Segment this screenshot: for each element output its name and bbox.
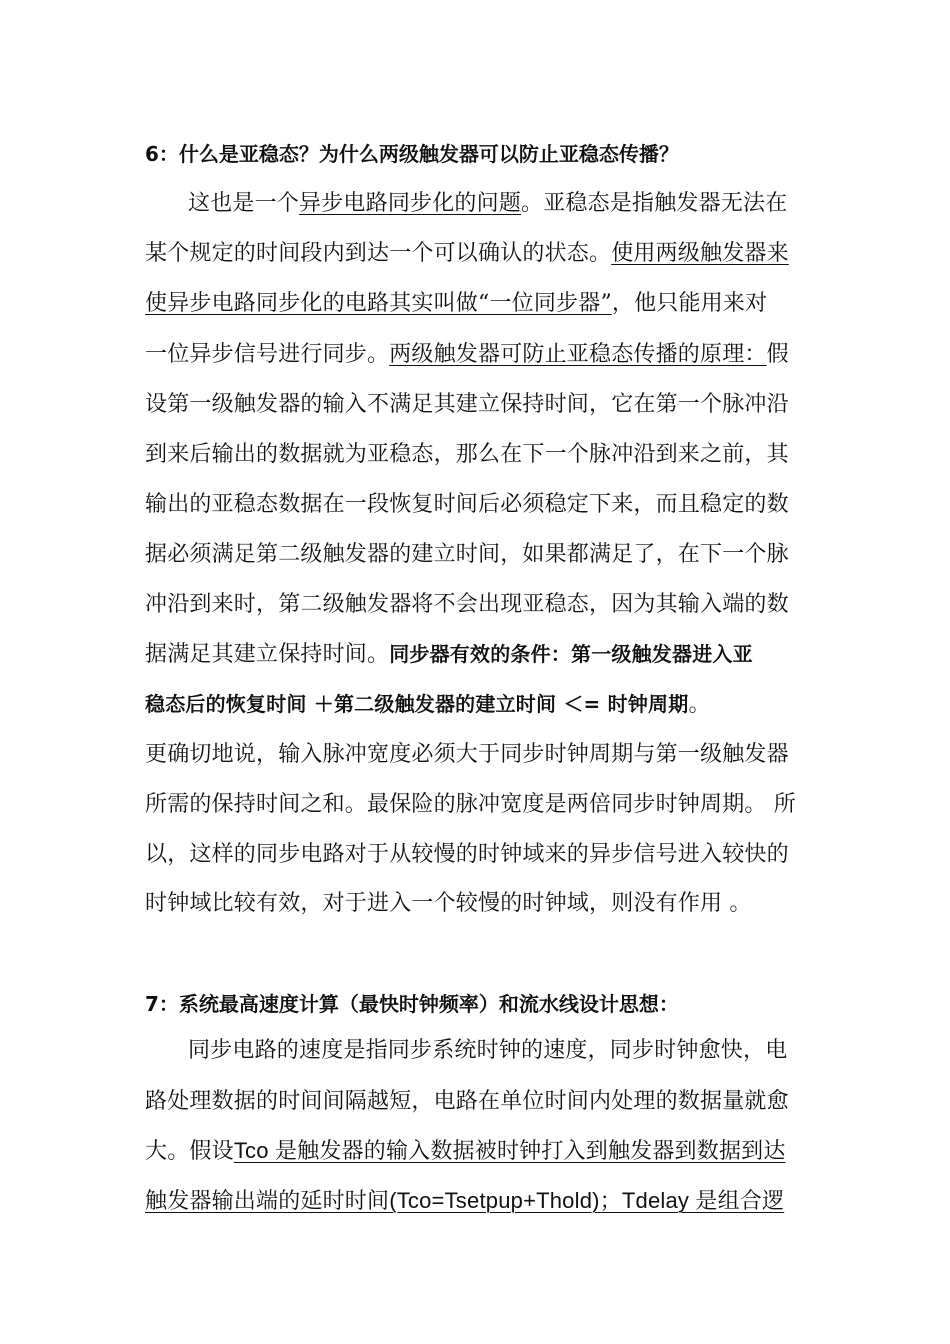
paragraph-line [145, 236, 789, 267]
text-run: 大。假设 [145, 1139, 234, 1164]
underlined-text: 异步电路同步化的问题 [299, 191, 522, 216]
paragraph-line: 设第一级触发器的输入不满足其建立保持时间，它在第一个脉冲沿 [145, 392, 789, 417]
paragraph-line: 冲沿到来时，第二级触发器将不会出现亚稳态，因为其输入端的数 [145, 592, 789, 617]
text-run: 这也是一个 [188, 191, 300, 216]
text-run: 某个规定的时间段内到达一个可以确认的状态。 [145, 241, 612, 266]
paragraph-line: 据必须满足第二级触发器的建立时间，如果都满足了，在下一个脉 [145, 542, 789, 567]
bold-text: 稳态后的恢复时间 ＋第二级触发器的建立时间 ＜= 时钟周期 [145, 692, 689, 716]
paragraph-line [145, 637, 753, 668]
underlined-text: 使用两级触发器来 [611, 241, 789, 266]
paragraph-line: 以，这样的同步电路对于从较慢的时钟域来的异步信号进入较快的 [145, 842, 789, 867]
paragraph-line [188, 186, 787, 217]
paragraph-line: 到来后输出的数据就为亚稳态，那么在下一个脉冲沿到来之前，其 [145, 442, 789, 467]
underlined-text: 两级触发器可防止亚稳态传播的原理： [389, 342, 767, 367]
text-run: 一位异步信号进行同步。 [145, 342, 390, 367]
text-run: ，他只能用来对 [611, 291, 768, 316]
paragraph-line: 路处理数据的时间间隔越短，电路在单位时间内处理的数据量就愈 [145, 1089, 789, 1114]
text-run: 。亚稳态是指触发器无法在 [521, 191, 788, 216]
paragraph-line: 触发器输出端的延时时间(Tco=Tsetpup+Thold)；Tdelay 是组合逻 [145, 1188, 785, 1213]
text-run: 据满足其建立保持时间。 [145, 642, 390, 667]
paragraph-line [145, 1134, 786, 1165]
paragraph-line [145, 286, 767, 317]
paragraph-line: 时钟域比较有效，对于进入一个较慢的时钟域，则没有作用 。 [145, 891, 752, 916]
underlined-text: 使异步电路同步化的电路其实叫做“一位同步器” [145, 291, 612, 316]
text-run: 。 [688, 692, 711, 717]
paragraph-line [145, 687, 711, 718]
paragraph-line: 更确切地说，输入脉冲宽度必须大于同步时钟周期与第一级触发器 [145, 742, 789, 767]
underlined-text: Tco 是触发器的输入数据被时钟打入到触发器到数据到达 [233, 1138, 786, 1163]
section-6-heading: 6：什么是亚稳态？为什么两级触发器可以防止亚稳态传播？ [145, 142, 679, 166]
paragraph-line: 输出的亚稳态数据在一段恢复时间后必须稳定下来，而且稳定的数 [145, 492, 789, 517]
bold-text: 同步器有效的条件：第一级触发器进入亚 [389, 642, 753, 666]
paragraph-line: 所需的保持时间之和。最保险的脉冲宽度是两倍同步时钟周期。 所 [145, 792, 796, 817]
text-run: 假 [766, 342, 789, 367]
paragraph-line: 同步电路的速度是指同步系统时钟的速度，同步时钟愈快，电 [188, 1038, 788, 1063]
section-7-heading: 7：系统最高速度计算（最快时钟频率）和流水线设计思想： [145, 992, 679, 1016]
paragraph-line [145, 337, 789, 368]
